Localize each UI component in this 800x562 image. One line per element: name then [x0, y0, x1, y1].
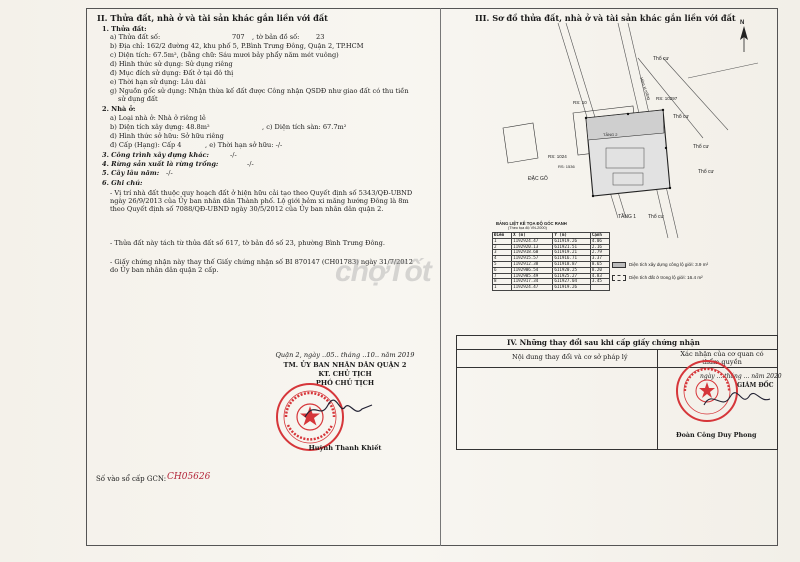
floor-area: , c) Diện tích sàn: 67.7m² [262, 123, 347, 131]
house-heading: 2. Nhà ở: [102, 105, 136, 113]
coord-cell: 1192924.47 [512, 238, 553, 244]
parcel-map [488, 18, 768, 243]
director-name: Đoàn Công Duy Phong [676, 431, 757, 439]
coord-cell: 1192912.38 [512, 261, 553, 267]
coord-cell: 1 [493, 285, 512, 291]
map-label-thoco2: Thổ cư [673, 114, 689, 120]
coord-cell: 1192924.47 [512, 285, 553, 291]
map-label-dacgo: ĐẶC GÔ [528, 176, 548, 182]
coord-cell: 611927.04 [553, 279, 591, 285]
parcel-number: 707 [232, 33, 245, 41]
coordinate-table [492, 232, 610, 291]
coord-cell: 7 [493, 273, 512, 279]
coord-cell: 8.20 [590, 267, 609, 273]
coord-cell: 8 [493, 279, 512, 285]
parcel-label: a) Thửa đất số: [110, 33, 161, 41]
build-area: b) Diện tích xây dựng: 48.8m² [110, 123, 210, 131]
coord-cell: 1192918.60 [512, 250, 553, 256]
item4: 4. Rừng sản xuất là rừng trồng: [102, 160, 219, 168]
coord-cell: 611919.26 [553, 285, 591, 291]
section2-title: II. Thửa đất, nhà ở và tài sản khác gắn liền với đất [97, 13, 328, 23]
coord-cell: 611925.27 [553, 273, 591, 279]
ownership: d) Hình thức sở hữu: Sở hữu riêng [110, 132, 224, 140]
sign-date: Quận 2, ngày ..05.. tháng ..10.. năm 2019 [275, 351, 415, 359]
director-title: GIÁM ĐỐC [737, 382, 774, 389]
map-label-thoco4: Thổ cư [698, 169, 714, 175]
coord-cell [590, 285, 609, 291]
register-label: Số vào sổ cấp GCN: [96, 475, 167, 483]
usage-purpose: đ) Mục đích sử dụng: Đất ở tại đô thị [110, 69, 234, 77]
coord-cell: 1192920.13 [512, 244, 553, 250]
item3-val: -/- [230, 151, 237, 159]
coord-cell: 1192917.34 [512, 279, 553, 285]
coord-cell: 1192906.54 [512, 267, 553, 273]
center-divider [440, 8, 441, 546]
area: c) Diện tích: 67.5m², (bằng chữ: Sáu mươi bảy phẩy năm mét vuông) [110, 51, 339, 59]
map-label-alley: Hẻm xi măng [639, 76, 652, 101]
map-label-tang2: TẦNG 2 [603, 132, 618, 137]
note-split: - Thửa đất này tách từ thửa đất số 617, tờ bản đồ số 23, phường Bình Trưng Đông. [110, 239, 385, 247]
coord-cell: 4.06 [590, 238, 609, 244]
coord-header-cell: Cạnh [590, 233, 609, 239]
coord-cell: 4 [493, 256, 512, 262]
usage-form: d) Hình thức sử dụng: Sử dụng riêng [110, 60, 233, 68]
coord-cell: 1 [493, 238, 512, 244]
origin-cont: sử dụng đất [118, 95, 158, 103]
coord-cell: 6 [493, 267, 512, 273]
coord-table-subtitle: (Theo tọa độ VN-2000) [508, 226, 547, 230]
coord-cell: 3 [493, 250, 512, 256]
note-planning: - Vị trí nhà đất thuộc quy hoạch đất ở hiện hữu cải tạo theo Quyết định số 5343/QĐ-UBND ngày 26/9/2013 của Ủy ban nhân dân Thành phố. Lộ giới hẻm xi măng hướng Đông là 8m theo Quyết định số 7088/QĐ-UBND ngày 30/5/2012 của Ủy ban nhân dân quận 2. [110, 189, 413, 213]
coord-row [493, 285, 610, 291]
changes-col-divider [657, 349, 658, 449]
map-label-thoco1: Thổ cư [653, 56, 669, 62]
origin: g) Nguồn gốc sử dụng: Nhận thừa kế đất được Công nhận QSDĐ như giao đất có thu tiền [110, 87, 409, 95]
map-label-thoco5: Thổ cư [648, 214, 664, 220]
map-label-thoco3: Thổ cư [693, 144, 709, 150]
coord-cell: 5 [493, 261, 512, 267]
coord-header-cell: X (m) [512, 233, 553, 239]
chotot-watermark: chợTốt [335, 255, 431, 288]
signer-name: Huỳnh Thanh Khiết [308, 444, 382, 452]
coord-cell: 611919.21 [553, 250, 591, 256]
usage-term: e) Thời hạn sử dụng: Lâu dài [110, 78, 206, 86]
item4-val: -/- [247, 160, 254, 168]
coord-cell: 611921.51 [553, 244, 591, 250]
note-replace: - Giấy chứng nhận này thay thế Giấy chứng nhận số BI 870147 (CH01783) ngày 31/7/2012 do Ủy ban nhân dân quận 2 cấp. [110, 258, 413, 274]
coord-cell: 4.83 [590, 273, 609, 279]
coord-header-cell: Y (m) [553, 233, 591, 239]
own-term: , e) Thời hạn sở hữu: -/- [205, 141, 283, 149]
grade: đ) Cấp (Hạng): Cấp 4 [110, 141, 182, 149]
map-label-rs10: RS: 10 [573, 100, 587, 105]
coord-cell: 3.45 [590, 279, 609, 285]
legend-build: Diện tích xây dựng công lộ giới: 3.9 m² [612, 262, 708, 268]
legend-swatch-build [612, 262, 626, 268]
changes-header [457, 336, 777, 350]
director-signature [700, 385, 775, 415]
section3-title: III. Sơ đồ thửa đất, nhà ở và tài sản khác gắn liền với đất [475, 13, 736, 23]
map-label-rs1536: RS: 1536 [558, 164, 575, 169]
legend-swatch-land [612, 275, 626, 281]
coord-cell: 3.37 [590, 256, 609, 262]
coord-cell: 2 [493, 244, 512, 250]
coord-cell: 611919.26 [553, 238, 591, 244]
address: b) Địa chỉ: 162/2 đường 42, khu phố 5, P.Bình Trưng Đông, Quận 2, TP.HCM [110, 42, 364, 50]
sign-org: TM. ỦY BAN NHÂN DÂN QUẬN 2 [283, 361, 407, 369]
coord-cell: 611920.25 [553, 267, 591, 273]
coord-cell: 1192905.49 [512, 273, 553, 279]
coord-cell: 8.65 [590, 261, 609, 267]
item6: 6. Ghi chú: [102, 179, 143, 187]
vice-chairman-signature [300, 395, 380, 425]
land-heading: 1. Thửa đất: [102, 25, 147, 33]
legend-land: Diện tích đất ở trong lộ giới: 16.4 m² [612, 275, 703, 281]
coord-table-title: BẢNG LIỆT KÊ TỌA ĐỘ GÓC RANH [496, 221, 567, 226]
section4-title: IV. Những thay đổi sau khi cấp giấy chứng nhận [507, 338, 700, 347]
item3: 3. Công trình xây dựng khác: [102, 151, 209, 159]
sheet-number: 23 [316, 33, 325, 41]
sheet-label: , tờ bản đồ số: [252, 33, 300, 41]
map-label-rs10297: RS: 10297 [656, 96, 678, 101]
coord-cell: 2.16 [590, 244, 609, 250]
sign-kt: KT. CHỦ TỊCH [318, 370, 372, 378]
north-label: N [740, 20, 745, 26]
confirm-date: ngày ... tháng ... năm 2020 [700, 373, 782, 380]
coord-cell: 611916.71 [553, 256, 591, 262]
coord-cell: 2.79 [590, 250, 609, 256]
map-label-rs1024: RS: 1024 [548, 154, 567, 159]
coord-cell: 611918.87 [553, 261, 591, 267]
house-type: a) Loại nhà ở: Nhà ở riêng lẻ [110, 114, 206, 122]
col-change-content: Nội dung thay đổi và cơ sở pháp lý [512, 353, 628, 361]
map-label-tang1: TẦNG 1 [618, 214, 637, 220]
coord-header-cell: Điểm [493, 233, 512, 239]
sign-vice: PHÓ CHỦ TỊCH [315, 379, 375, 387]
item5-val: -/- [166, 169, 173, 177]
item5: 5. Cây lâu năm: [102, 169, 160, 177]
north-arrow [740, 26, 748, 52]
register-number: CH05626 [167, 472, 211, 482]
col-authority: Xác nhận của cơ quan có thẩm quyền [680, 350, 764, 366]
coord-cell: 1192915.57 [512, 256, 553, 262]
